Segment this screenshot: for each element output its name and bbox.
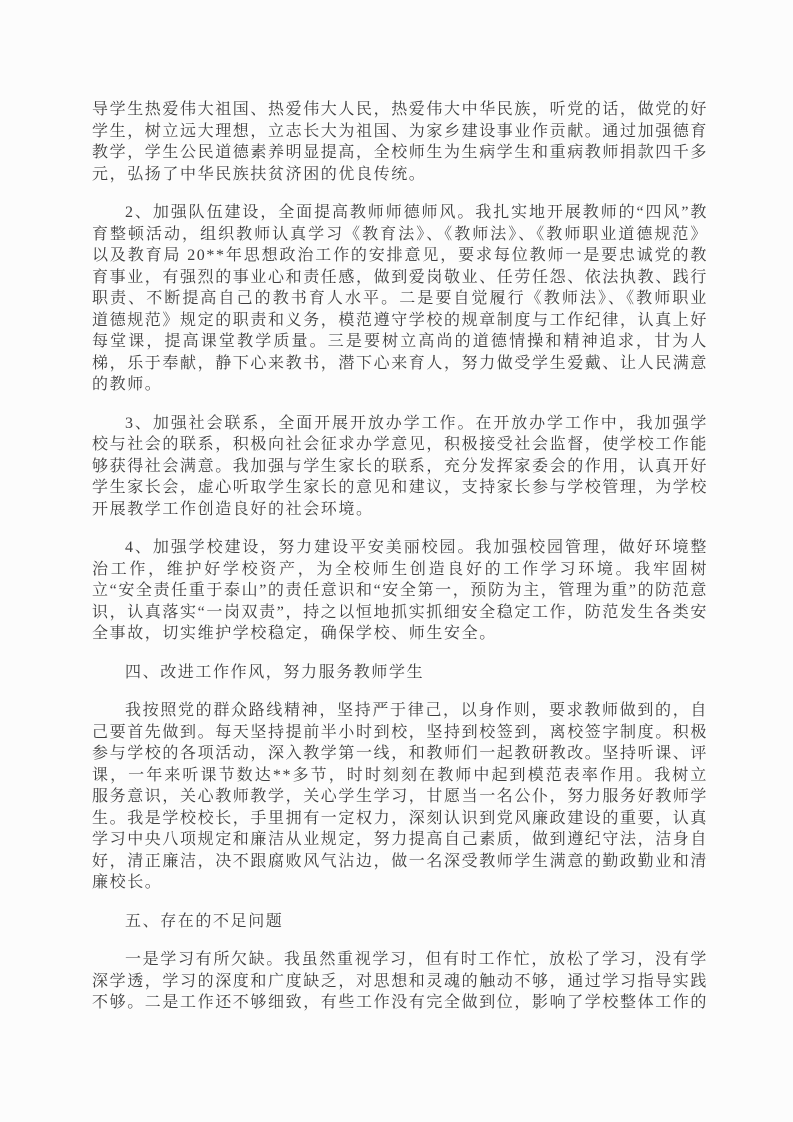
section-heading-5-shortcomings: 五、存在的不足问题 <box>125 912 284 930</box>
paragraph-continuation: 导学生热爱伟大祖国、热爱伟大人民，热爱伟大中华民族，听党的话，做党的好学生，树立远大理想，立志长大为祖国、为家乡建设事业作贡献。通过加强德育教学，学生公民道德素养明显提高，全校师生为生病学生和重病教师捐款四千多元，弘扬了中华民族扶贫济困的优良传统。 <box>92 101 709 183</box>
paragraph-item-4-school-construction: 4、加强学校建设，努力建设平安美丽校园。我加强校园管理，做好环境整治工作，维护好学校资产，为全校师生创造良好的工作学习环境。我牢固树立“安全责任重于泰山”的责任意识和“安全第一，预防为主，管理为重”的防范意识，认真落实“一岗双责”，持之以恒地抓实抓细安全稳定工作，防范发生各类安全事故，切实维护学校稳定，确保学校、师生安全。 <box>92 539 708 642</box>
paragraph-work-style-detail: 我按照党的群众路线精神，坚持严于律己，以身作则，要求教师做到的，自己要首先做到。每天坚持提前半小时到校，坚持到校签到，离校签字制度。积极参与学校的各项活动，深入教学第一线，和教师们一起教研教改。坚持听课、评课，一年来听课节数达**多节，时时刻刻在教师中起到模范表率作用。我树立服务意识，关心教师教学，关心学生学习，甘愿当一名公仆，努力服务好教师学生。我是学校校长，手里拥有一定权力，深刻认识到党风廉政建设的重要，认真学习中央八项规定和廉洁从业规定，努力提高自己素质，做到遵纪守法，洁身自好，清正廉洁，决不跟腐败风气沾边，做一名深受教师学生满意的勤政勤业和清廉校长。 <box>92 702 709 891</box>
paragraph-shortcomings-detail: 一是学习有所欠缺。我虽然重视学习，但有时工作忙，放松了学习，没有学深学透，学习的深度和广度缺乏，对思想和灵魂的触动不够，通过学习指导实践不够。二是工作还不够细致，有些工作没有完全做到位，影响了学校整体工作的 <box>92 951 709 1011</box>
document-text-body <box>92 99 708 1014</box>
section-heading-4-work-style: 四、改进工作作风，努力服务教师学生 <box>125 663 425 681</box>
paragraph-item-3-social-ties: 3、加强社会联系，全面开展开放办学工作。在开放办学工作中，我加强学校与社会的联系，积极向社会征求办学意见，积极接受社会监督，使学校工作能够获得社会满意。我加强与学生家长的联系，充分发挥家委会的作用，认真开好学生家长会，虚心听取学生家长的意见和建议，支持家长参与学校管理，为学校开展教学工作创造良好的社会环境。 <box>92 414 709 518</box>
paragraph-item-2-team-building: 2、加强队伍建设，全面提高教师师德师风。我扎实地开展教师的“四风”教育整顿活动，组织教师认真学习《教育法》、《教师法》、《教师职业道德规范》以及教育局 20**年思想政治工作的安排意见，要求每位教师一是要忠诚党的教育事业，有强烈的事业心和责任感，做到爱岗敬业、任劳任怨、依法执教、践行职责、不断提高自己的教书育人水平。二是要自觉履行《教师法》、《教师职业道德规范》规定的职责和义务，模范遵守学校的规章制度与工作纪律，认真上好每堂课，提高课堂教学质量。三是要树立高尚的道德情操和精神追求，甘为人梯，乐于奉献，静下心来教书，潜下心来育人，努力做受学生爱戴、让人民满意的教师。 <box>92 204 709 393</box>
